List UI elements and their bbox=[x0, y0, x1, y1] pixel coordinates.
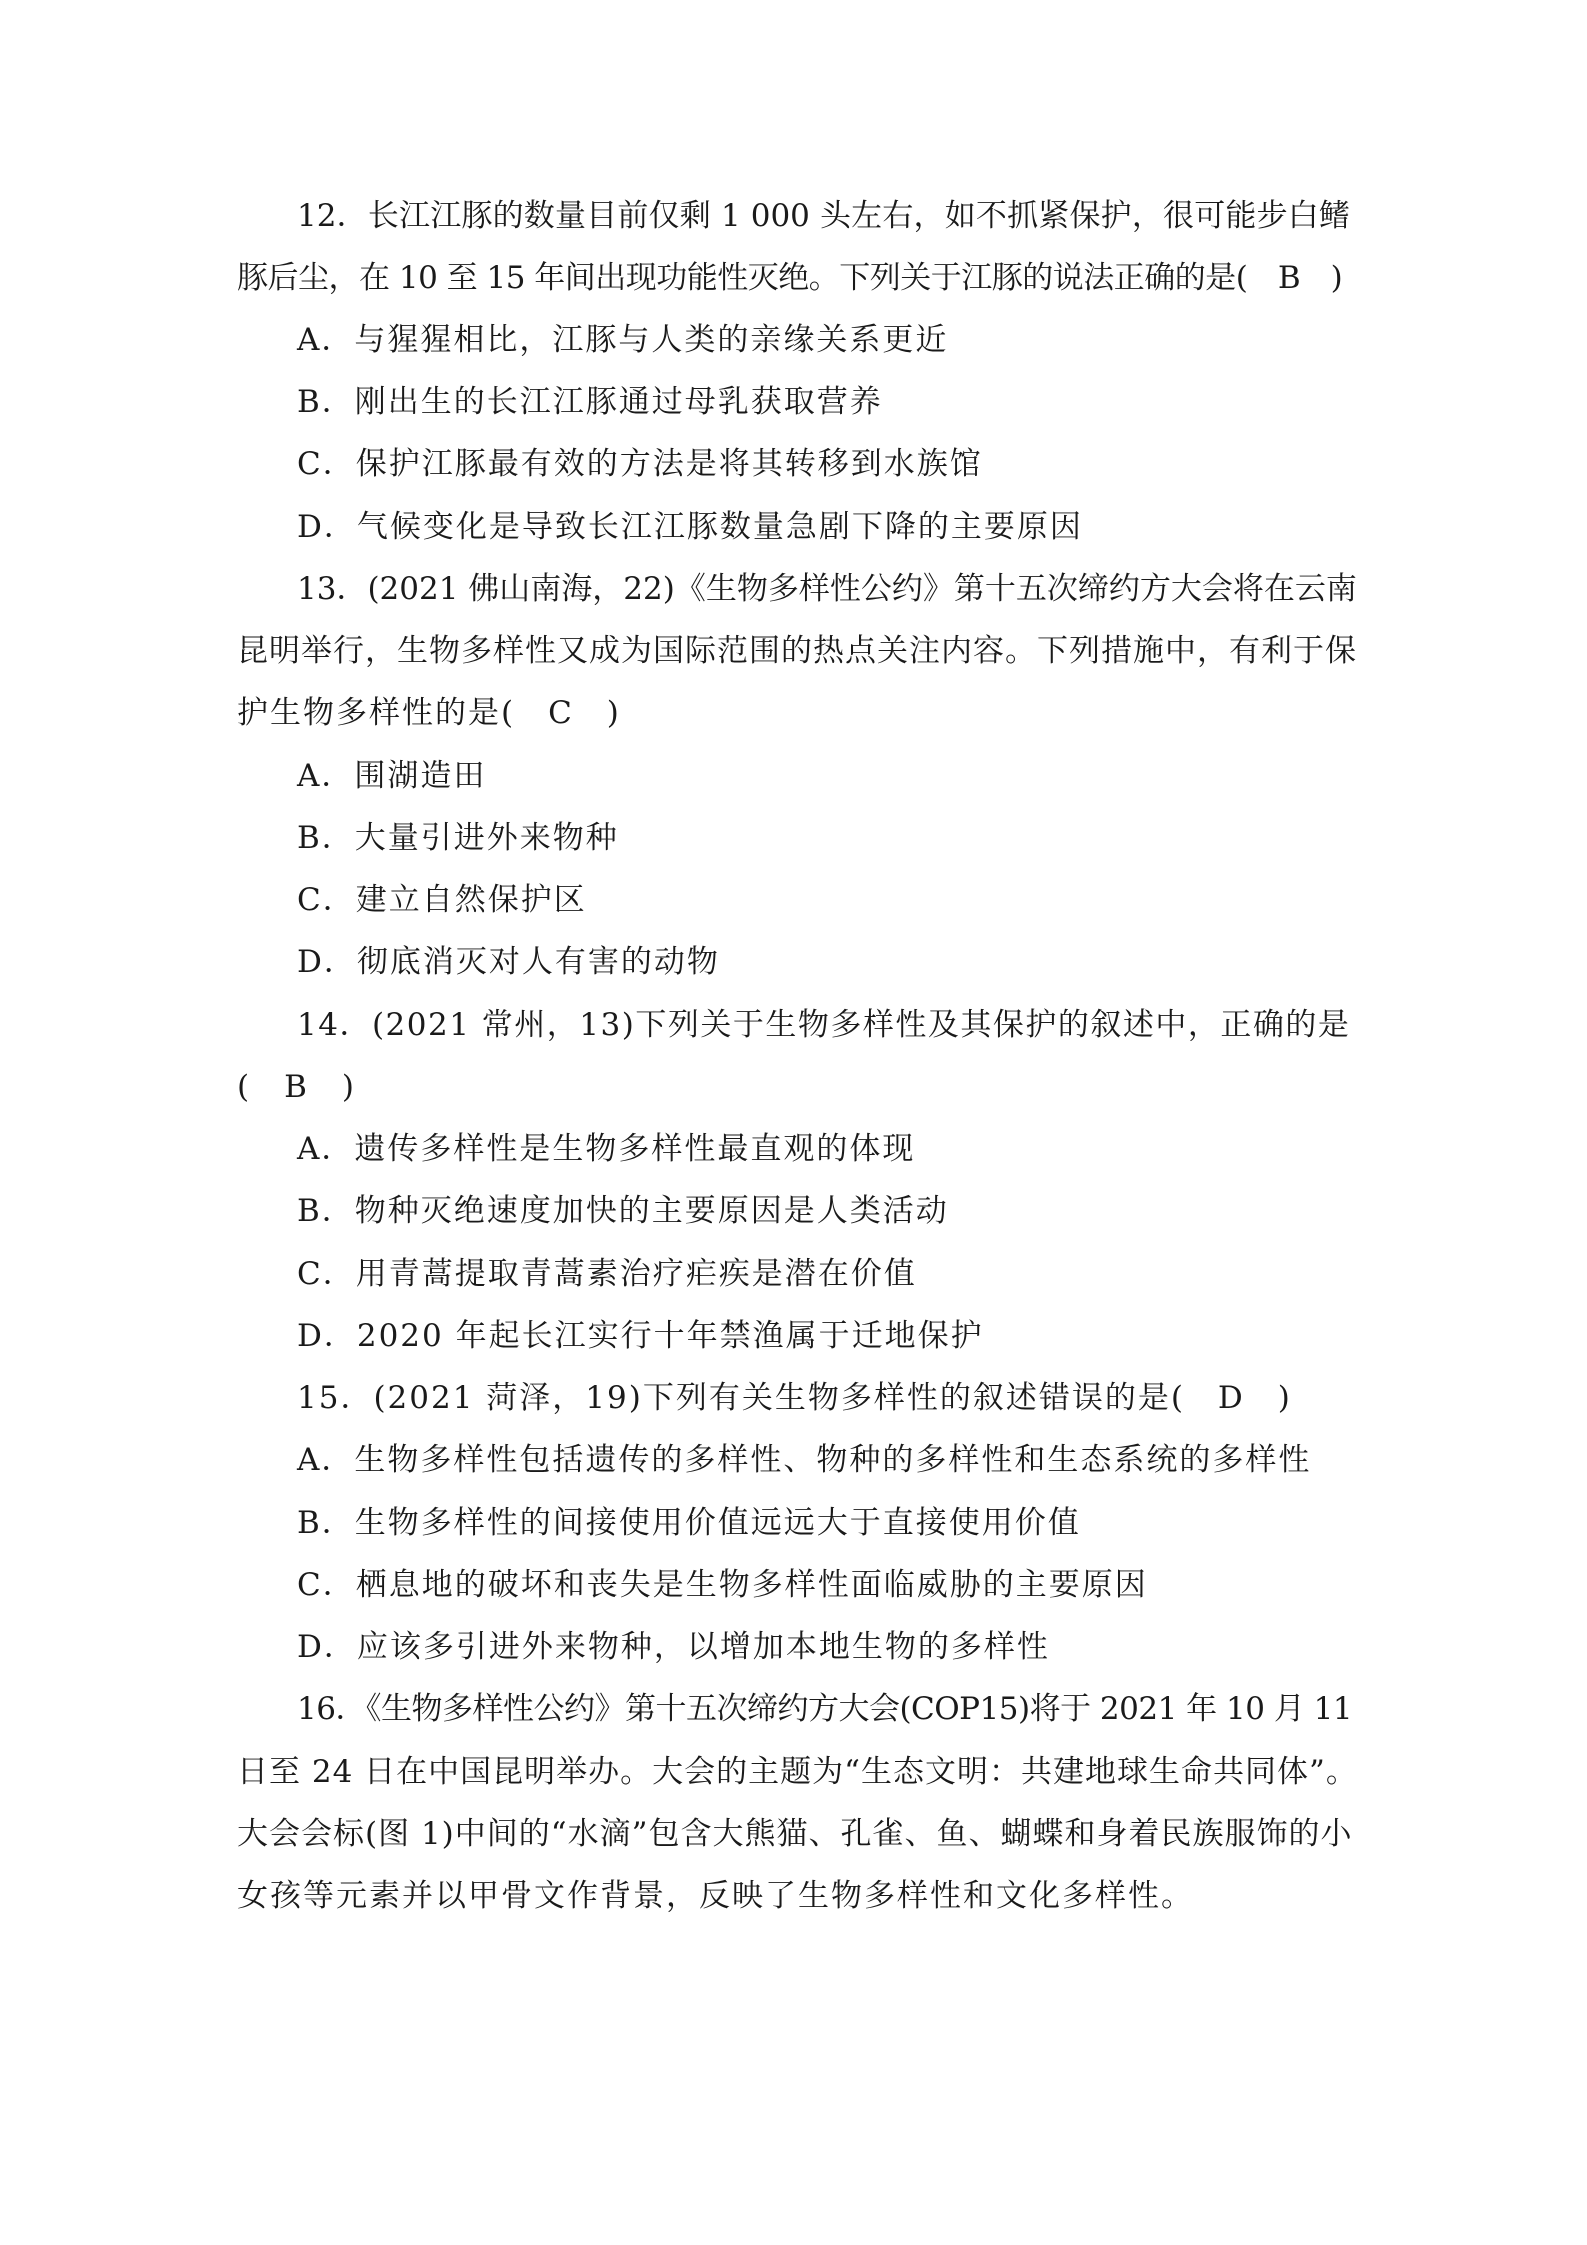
question-13-option-b: B．大量引进外来物种 bbox=[297, 820, 619, 856]
question-12-option-a: A．与猩猩相比，江豚与人类的亲缘关系更近 bbox=[297, 322, 949, 358]
question-12-stem-line-1: 12．长江江豚的数量目前仅剩 1 000 头左右，如不抓紧保护，很可能步白鳍 bbox=[297, 198, 1350, 234]
question-12-option-d: D．气候变化是导致长江江豚数量急剧下降的主要原因 bbox=[297, 509, 1083, 545]
question-12-option-b: B．刚出生的长江江豚通过母乳获取营养 bbox=[297, 384, 883, 420]
question-16-stem-line-1: 16．《生物多样性公约》第十五次缔约方大会(COP15)将于 2021 年 10 月 11 bbox=[297, 1691, 1353, 1727]
question-15-option-c: C．栖息地的破坏和丧失是生物多样性面临威胁的主要原因 bbox=[297, 1567, 1148, 1603]
question-13-stem-line-3: 护生物多样性的是( C ) bbox=[237, 695, 621, 731]
question-14-option-b: B．物种灭绝速度加快的主要原因是人类活动 bbox=[297, 1193, 949, 1229]
question-15-stem: 15．(2021 菏泽，19)下列有关生物多样性的叙述错误的是( D ) bbox=[297, 1380, 1292, 1416]
question-12-option-c: C．保护江豚最有效的方法是将其转移到水族馆 bbox=[297, 446, 983, 482]
question-14-stem-line-2: ( B ) bbox=[237, 1069, 356, 1105]
question-15-option-d: D．应该多引进外来物种，以增加本地生物的多样性 bbox=[297, 1629, 1050, 1665]
question-16-stem-line-2: 日至 24 日在中国昆明举办。大会的主题为“生态文明：共建地球生命共同体”。 bbox=[237, 1754, 1358, 1790]
question-12-stem-line-2: 豚后尘，在 10 至 15 年间出现功能性灭绝。下列关于江豚的说法正确的是( B ) bbox=[237, 260, 1343, 296]
question-16-stem-line-4: 女孩等元素并以甲骨文作背景，反映了生物多样性和文化多样性。 bbox=[237, 1878, 1194, 1914]
question-13-stem-line-1: 13．(2021 佛山南海，22)《生物多样性公约》第十五次缔约方大会将在云南 bbox=[297, 571, 1357, 607]
question-15-option-b: B．生物多样性的间接使用价值远远大于直接使用价值 bbox=[297, 1505, 1081, 1541]
question-13-option-c: C．建立自然保护区 bbox=[297, 882, 587, 918]
question-14-option-c: C．用青蒿提取青蒿素治疗疟疾是潜在价值 bbox=[297, 1256, 917, 1292]
question-13-stem-line-2: 昆明举行，生物多样性又成为国际范围的热点关注内容。下列措施中，有利于保 bbox=[237, 633, 1357, 669]
question-14-stem-line-1: 14．(2021 常州，13)下列关于生物多样性及其保护的叙述中，正确的是 bbox=[297, 1007, 1351, 1043]
question-14-option-d: D．2020 年起长江实行十年禁渔属于迁地保护 bbox=[297, 1318, 984, 1354]
question-13-option-d: D．彻底消灭对人有害的动物 bbox=[297, 944, 720, 980]
question-15-option-a: A．生物多样性包括遗传的多样性、物种的多样性和生态系统的多样性 bbox=[297, 1442, 1312, 1478]
question-14-option-a: A．遗传多样性是生物多样性最直观的体现 bbox=[297, 1131, 916, 1167]
question-16-stem-line-3: 大会会标(图 1)中间的“水滴”包含大熊猫、孔雀、鱼、蝴蝶和身着民族服饰的小 bbox=[237, 1816, 1353, 1852]
question-13-option-a: A．围湖造田 bbox=[297, 758, 487, 794]
